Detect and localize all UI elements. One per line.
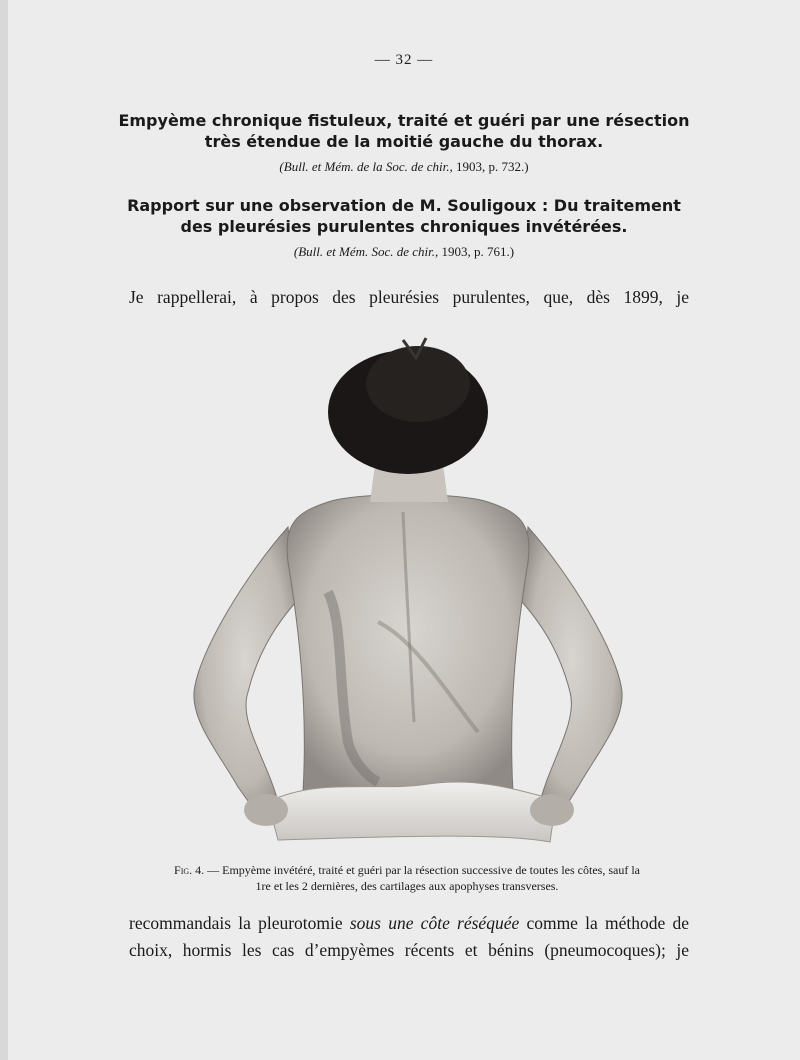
body-line-part: recommandais la pleurotomie [129,913,350,933]
reference-details: 1903, p. 761.) [438,244,515,259]
figure-caption [112,862,702,894]
body-paragraph-start [129,284,689,311]
section-rapport-souligoux [8,195,800,260]
scan-edge [0,0,8,1060]
bibliographic-reference [8,244,800,260]
caption-text: — Empyème invétéré, traité et guéri par la résection successive de toutes les côtes, sauf la [204,863,640,877]
body-line [129,910,689,937]
page-number: — 32 — [374,52,434,68]
body-line-emphasis: sous une côte réséquée [349,913,520,933]
reference-journal: (Bull. et Mém. Soc. de chir., [293,244,439,259]
clinical-photograph [178,322,638,852]
document-page [8,0,800,1060]
body-line-part: comme la méthode de [519,913,689,933]
section-empyeme-chronique [8,110,800,175]
caption-text: 1re et les 2 dernières, des cartilages aux apophyses transverses. [255,879,559,893]
reference-details: 1903, p. 732.) [452,159,529,174]
bibliographic-reference [8,159,800,175]
reference-journal: (Bull. et Mém. de la Soc. de chir., [279,159,453,174]
section-title-line: Rapport sur une observation de M. Souligoux : Du traitement [127,196,681,215]
body-line: choix, hormis les cas d’empyèmes récents et bénins (pneumocoques); je [129,940,689,960]
figure-label: Fig. 4. [174,863,205,877]
section-title-line: très étendue de la moitié gauche du thorax. [204,132,604,151]
section-title-line: Empyème chronique fistuleux, traité et guéri par une résection [118,111,690,130]
section-title-line: des pleurésies purulentes chroniques invétérées. [180,217,628,236]
body-line: Je rappellerai, à propos des pleurésies purulentes, que, dès 1899, je [129,287,689,307]
body-paragraph-continued [129,910,689,964]
